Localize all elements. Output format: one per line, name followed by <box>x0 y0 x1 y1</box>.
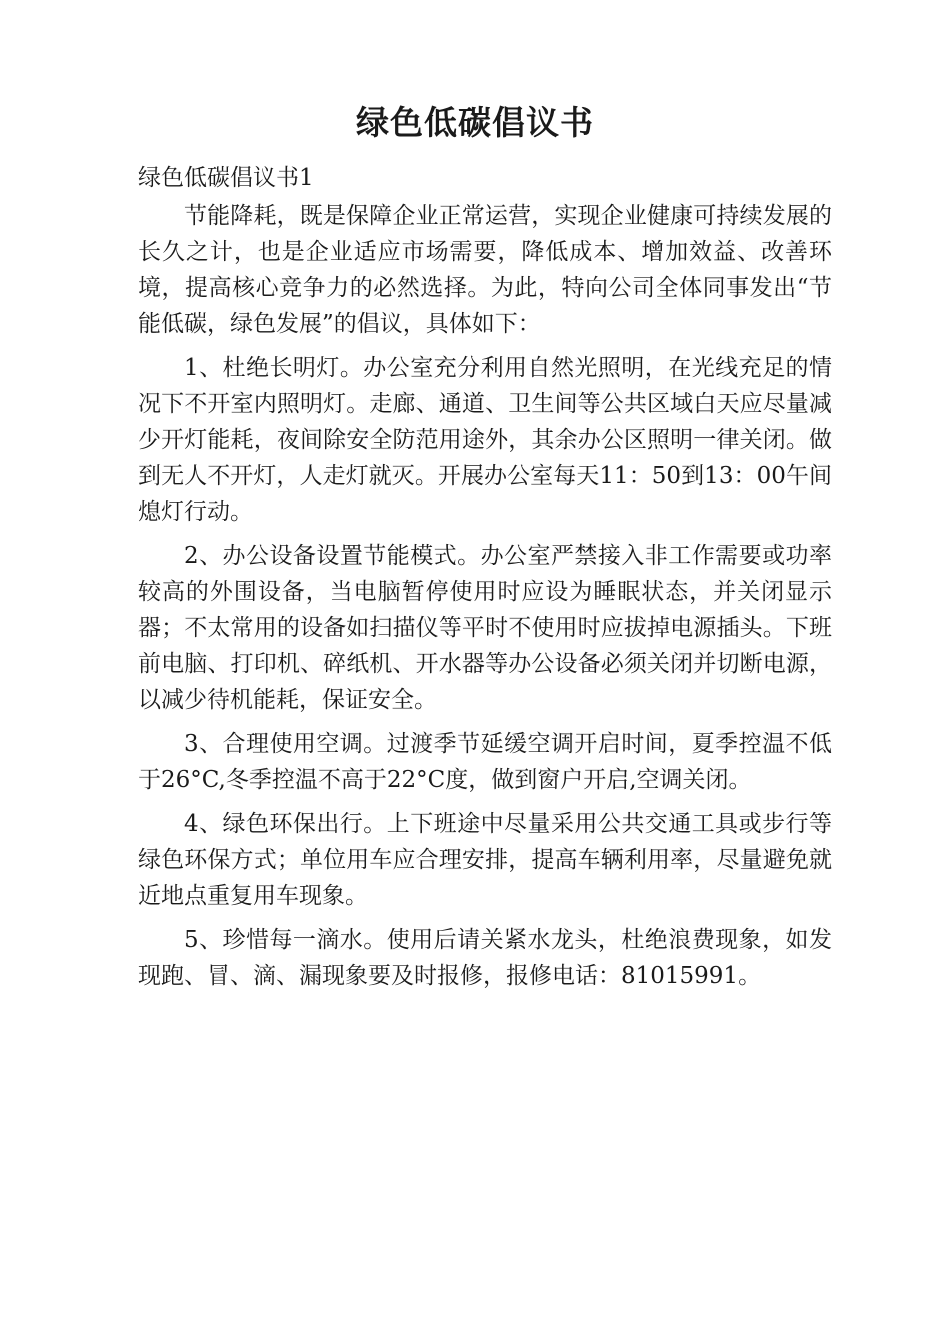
document-title: 绿色低碳倡议书 <box>356 103 594 142</box>
paragraph-intro: 节能降耗，既是保障企业正常运营，实现企业健康可持续发展的长久之计，也是企业适应市场需要，降低成本、增加效益、改善环境，提高核心竞争力的必然选择。为此，特向公司全体同事发出“节能低碳，绿色发展”的倡议，具体如下： <box>138 203 832 337</box>
document-subheading: 绿色低碳倡议书1 <box>138 165 314 191</box>
paragraph-item-save-water: 5、珍惜每一滴水。使用后请关紧水龙头，杜绝浪费现象，如发现跑、冒、滴、漏现象要及时报修，报修电话：81015991。 <box>138 927 832 989</box>
document-body <box>138 160 832 1002</box>
paragraph-item-lights: 1、杜绝长明灯。办公室充分利用自然光照明，在光线充足的情况下不开室内照明灯。走廊、通道、卫生间等公共区域白天应尽量减少开灯能耗，夜间除安全防范用途外，其余办公区照明一律关闭。做到无人不开灯，人走灯就灭。开展办公室每天11：50到13：00午间熄灯行动。 <box>138 355 832 525</box>
paragraph-item-office-equipment: 2、办公设备设置节能模式。办公室严禁接入非工作需要或功率较高的外围设备，当电脑暂停使用时应设为睡眠状态，并关闭显示器；不太常用的设备如扫描仪等平时不使用时应拔掉电源插头。下班前电脑、打印机、碎纸机、开水器等办公设备必须关闭并切断电源，以减少待机能耗，保证安全。 <box>138 543 832 713</box>
paragraph-item-green-travel: 4、绿色环保出行。上下班途中尽量采用公共交通工具或步行等绿色环保方式；单位用车应合理安排，提高车辆利用率，尽量避免就近地点重复用车现象。 <box>138 811 832 909</box>
paragraph-item-air-conditioning: 3、合理使用空调。过渡季节延缓空调开启时间，夏季控温不低于26°C,冬季控温不高于22°C度，做到窗户开启,空调关闭。 <box>138 731 832 793</box>
